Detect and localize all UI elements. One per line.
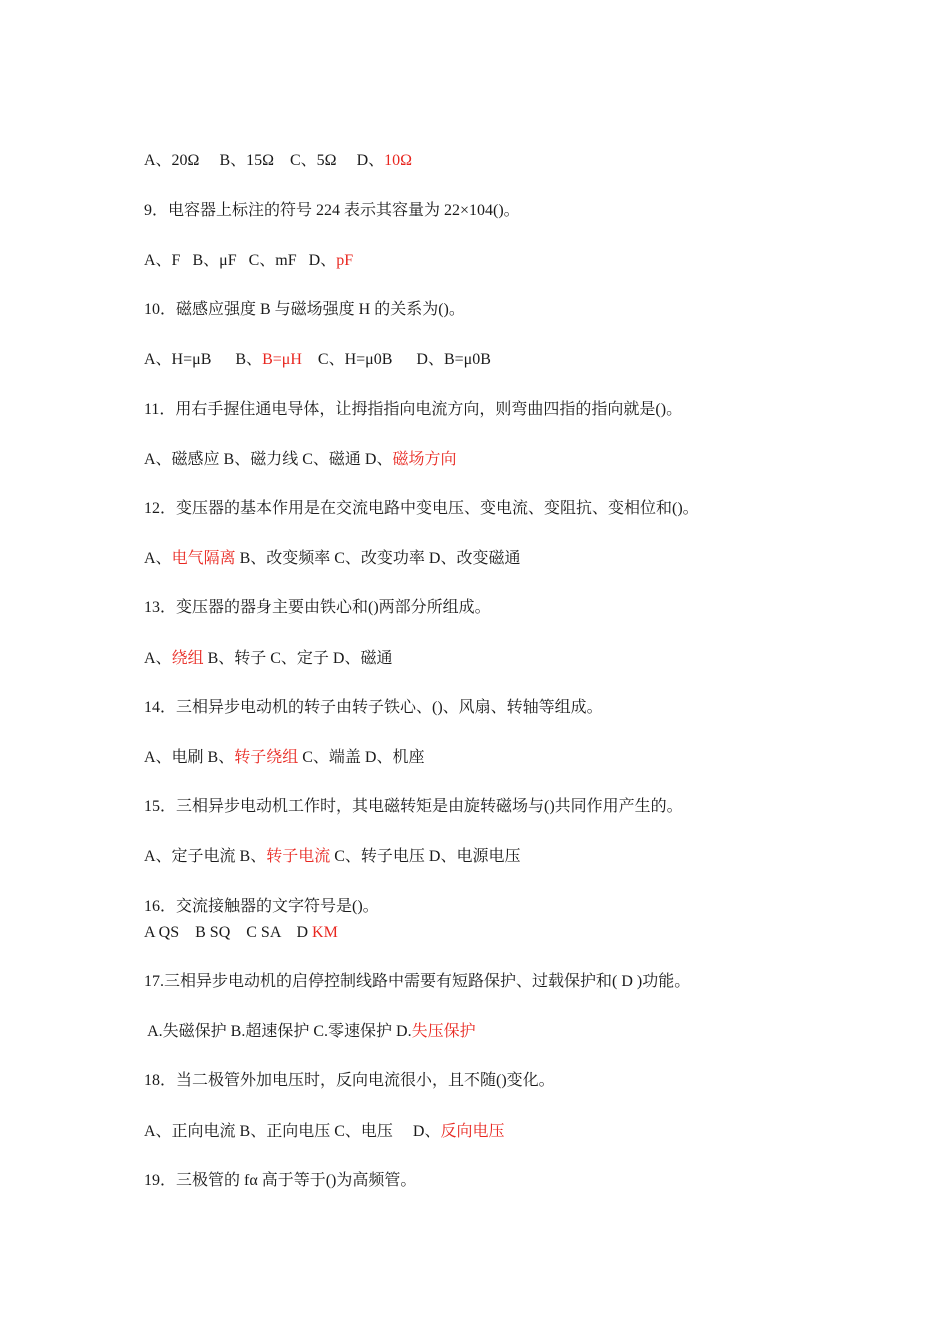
correct-answer: pF (336, 252, 354, 269)
question-18 (144, 1071, 555, 1091)
line-text: 10．磁感应强度 B 与磁场强度 H 的关系为()。 (144, 301, 465, 318)
line-text: C、H=μ0B D、B=μ0B (301, 351, 491, 368)
answer-options-q11 (144, 450, 456, 470)
answer-options-q10 (144, 350, 491, 370)
line-text: 9．电容器上标注的符号 224 表示其容量为 22×104()。 (144, 202, 520, 219)
answer-options-q15 (144, 847, 520, 867)
question-19 (144, 1171, 416, 1191)
line-text: 19．三极管的 fα 高于等于()为高频管。 (144, 1172, 417, 1189)
question-9 (144, 201, 520, 221)
correct-answer: 电气隔离 (171, 550, 236, 567)
answer-options-q12 (144, 549, 520, 569)
answer-options-q14 (144, 748, 424, 768)
line-text: A、磁感应 B、磁力线 C、磁通 D、 (144, 451, 393, 468)
answer-options-q18 (144, 1122, 504, 1142)
line-text: A、F B、μF C、mF D、 (144, 252, 337, 269)
answer-options-q13 (144, 649, 392, 669)
line-text: 12．变压器的基本作用是在交流电路中变电压、变电流、变阻抗、变相位和()。 (144, 500, 699, 517)
line-text: B、转子 C、定子 D、磁通 (203, 650, 393, 667)
line-text: C、端盖 D、机座 (298, 749, 425, 766)
question-11 (144, 400, 682, 420)
line-text: 13．变压器的器身主要由铁心和()两部分所组成。 (144, 599, 491, 616)
line-text: 18．当二极管外加电压时，反向电流很小，且不随()变化。 (144, 1072, 555, 1089)
line-text: A QS B SQ C SA D (144, 924, 313, 941)
correct-answer: 失压保护 (411, 1023, 476, 1040)
question-10 (144, 300, 465, 320)
line-text: A、H=μB B、 (144, 351, 263, 368)
correct-answer: 转子电流 (266, 848, 331, 865)
line-text: 11．用右手握住通电导体，让拇指指向电流方向，则弯曲四指的指向就是()。 (144, 401, 683, 418)
line-text: A、正向电流 B、正向电压 C、电压 D、 (144, 1123, 441, 1140)
line-text: A、 (144, 550, 172, 567)
question-16 (144, 897, 379, 917)
answer-options-q16 (144, 923, 338, 943)
line-text: 16．交流接触器的文字符号是()。 (144, 898, 379, 915)
line-text: 15．三相异步电动机工作时，其电磁转矩是由旋转磁场与()共同作用产生的。 (144, 798, 683, 815)
correct-answer: 磁场方向 (392, 451, 457, 468)
answer-options-q17 (144, 1022, 476, 1042)
line-text: C、转子电压 D、电源电压 (330, 848, 521, 865)
answer-options-q8 (144, 151, 412, 171)
correct-answer: 反向电压 (440, 1123, 505, 1140)
question-12 (144, 499, 699, 519)
correct-answer: 绕组 (171, 650, 204, 667)
question-15 (144, 797, 683, 817)
line-text: B、改变频率 C、改变功率 D、改变磁通 (235, 550, 521, 567)
correct-answer: 转子绕组 (234, 749, 299, 766)
correct-answer: B=μH (262, 351, 302, 368)
line-text: A、20Ω B、15Ω C、5Ω D、 (144, 152, 385, 169)
correct-answer: 10Ω (384, 152, 413, 169)
line-text: A、 (144, 650, 172, 667)
line-text: A、电刷 B、 (144, 749, 235, 766)
line-text: A.失磁保护 B.超速保护 C.零速保护 D. (144, 1023, 412, 1040)
line-text: 17.三相异步电动机的启停控制线路中需要有短路保护、过载保护和( D )功能。 (144, 973, 691, 990)
line-text: A、定子电流 B、 (144, 848, 267, 865)
answer-options-q9 (144, 251, 353, 271)
question-17 (144, 972, 690, 992)
line-text: 14．三相异步电动机的转子由转子铁心、()、风扇、转轴等组成。 (144, 699, 603, 716)
question-14 (144, 698, 603, 718)
correct-answer: KM (312, 924, 338, 941)
question-13 (144, 598, 491, 618)
